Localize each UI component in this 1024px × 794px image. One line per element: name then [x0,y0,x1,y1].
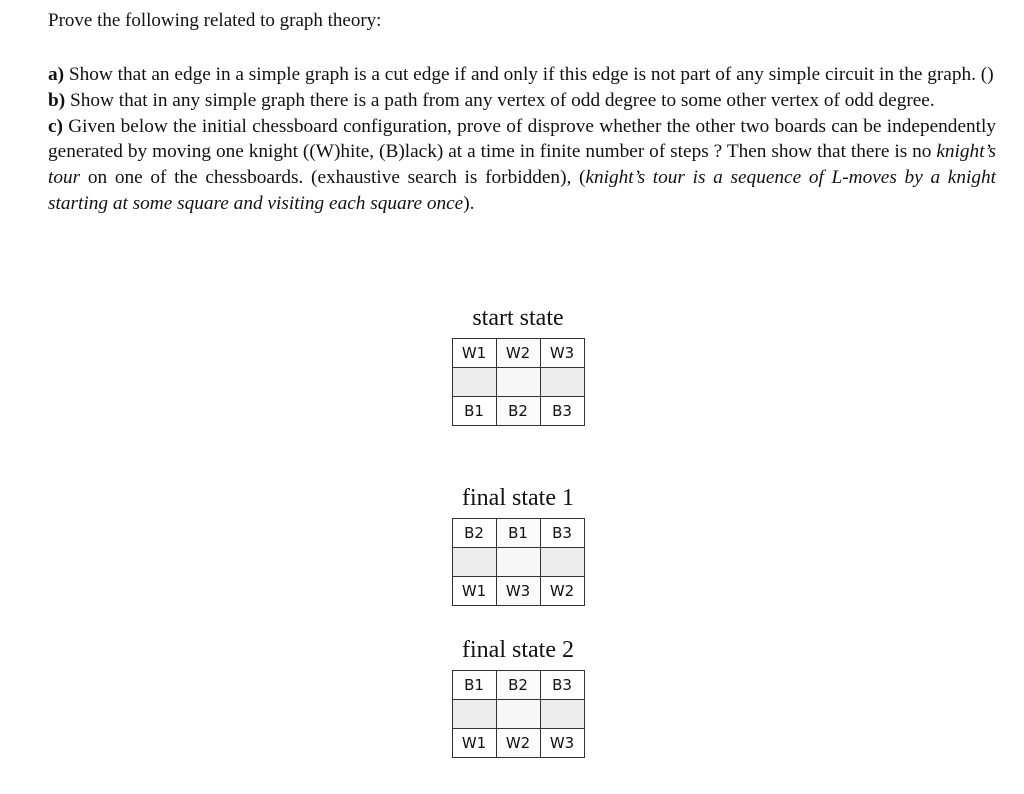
board-cell: B1 [452,671,496,700]
part-c-text-1: Given below the initial chessboard configuration, prove of disprove whether the other two boards can be independently generated by moving one knight ((W)hite, (B)lack) at a time in finite number of steps ? Then show that there is no [48,115,996,163]
board-cell: B2 [496,671,540,700]
board-cell: W1 [452,577,496,606]
board-title: final state 2 [462,637,574,663]
board-cell: B3 [540,397,584,426]
problem-body [48,62,996,217]
board-cell: W1 [452,729,496,758]
board-cell [452,548,496,577]
board-cell: W2 [496,729,540,758]
board-cell [496,368,540,397]
board-cell: B1 [452,397,496,426]
board-cell: B3 [540,519,584,548]
board-cell [540,548,584,577]
board-grid [452,670,585,758]
board-cell [452,700,496,729]
board-cell: W2 [496,339,540,368]
board-final-state-2 [448,636,588,758]
board-cell: W2 [540,577,584,606]
board-cell: B2 [496,397,540,426]
part-c [48,114,996,217]
part-a-text: Show that an edge in a simple graph is a cut edge if and only if this edge is not part of any simple circuit in the graph. () [64,64,994,85]
part-c-label: c) [48,115,63,137]
board-cell: W3 [540,729,584,758]
board-start-state [448,304,588,426]
board-cell [496,700,540,729]
board-title: final state 1 [462,485,574,511]
problem-heading: Prove the following related to graph theory: [48,10,382,31]
board-cell: W1 [452,339,496,368]
part-b [48,88,996,114]
part-c-text-2: on one of the chessboards. (exhaustive search is forbidden), ( [80,167,586,189]
board-cell: B1 [496,519,540,548]
part-c-text-3: ). [463,192,475,214]
board-cell: W3 [540,339,584,368]
knights-tour-term: knight’s tour [48,141,996,189]
part-a-label: a) [48,64,65,85]
board-cell [452,368,496,397]
board-grid [452,338,585,426]
part-b-label: b) [48,89,66,111]
board-cell [540,368,584,397]
board-grid [452,518,585,606]
board-cell [496,548,540,577]
part-b-text: Show that in any simple graph there is a path from any vertex of odd degree to some other vertex of odd degree. [65,89,935,111]
board-cell: B2 [452,519,496,548]
board-title: start state [472,305,564,331]
board-cell: W3 [496,577,540,606]
board-cell [540,700,584,729]
knights-tour-definition: knight’s tour is a sequence of L-moves by a knight starting at some square and visiting each square once [48,167,996,214]
board-final-state-1 [448,484,588,606]
part-a [48,62,996,88]
board-cell: B3 [540,671,584,700]
